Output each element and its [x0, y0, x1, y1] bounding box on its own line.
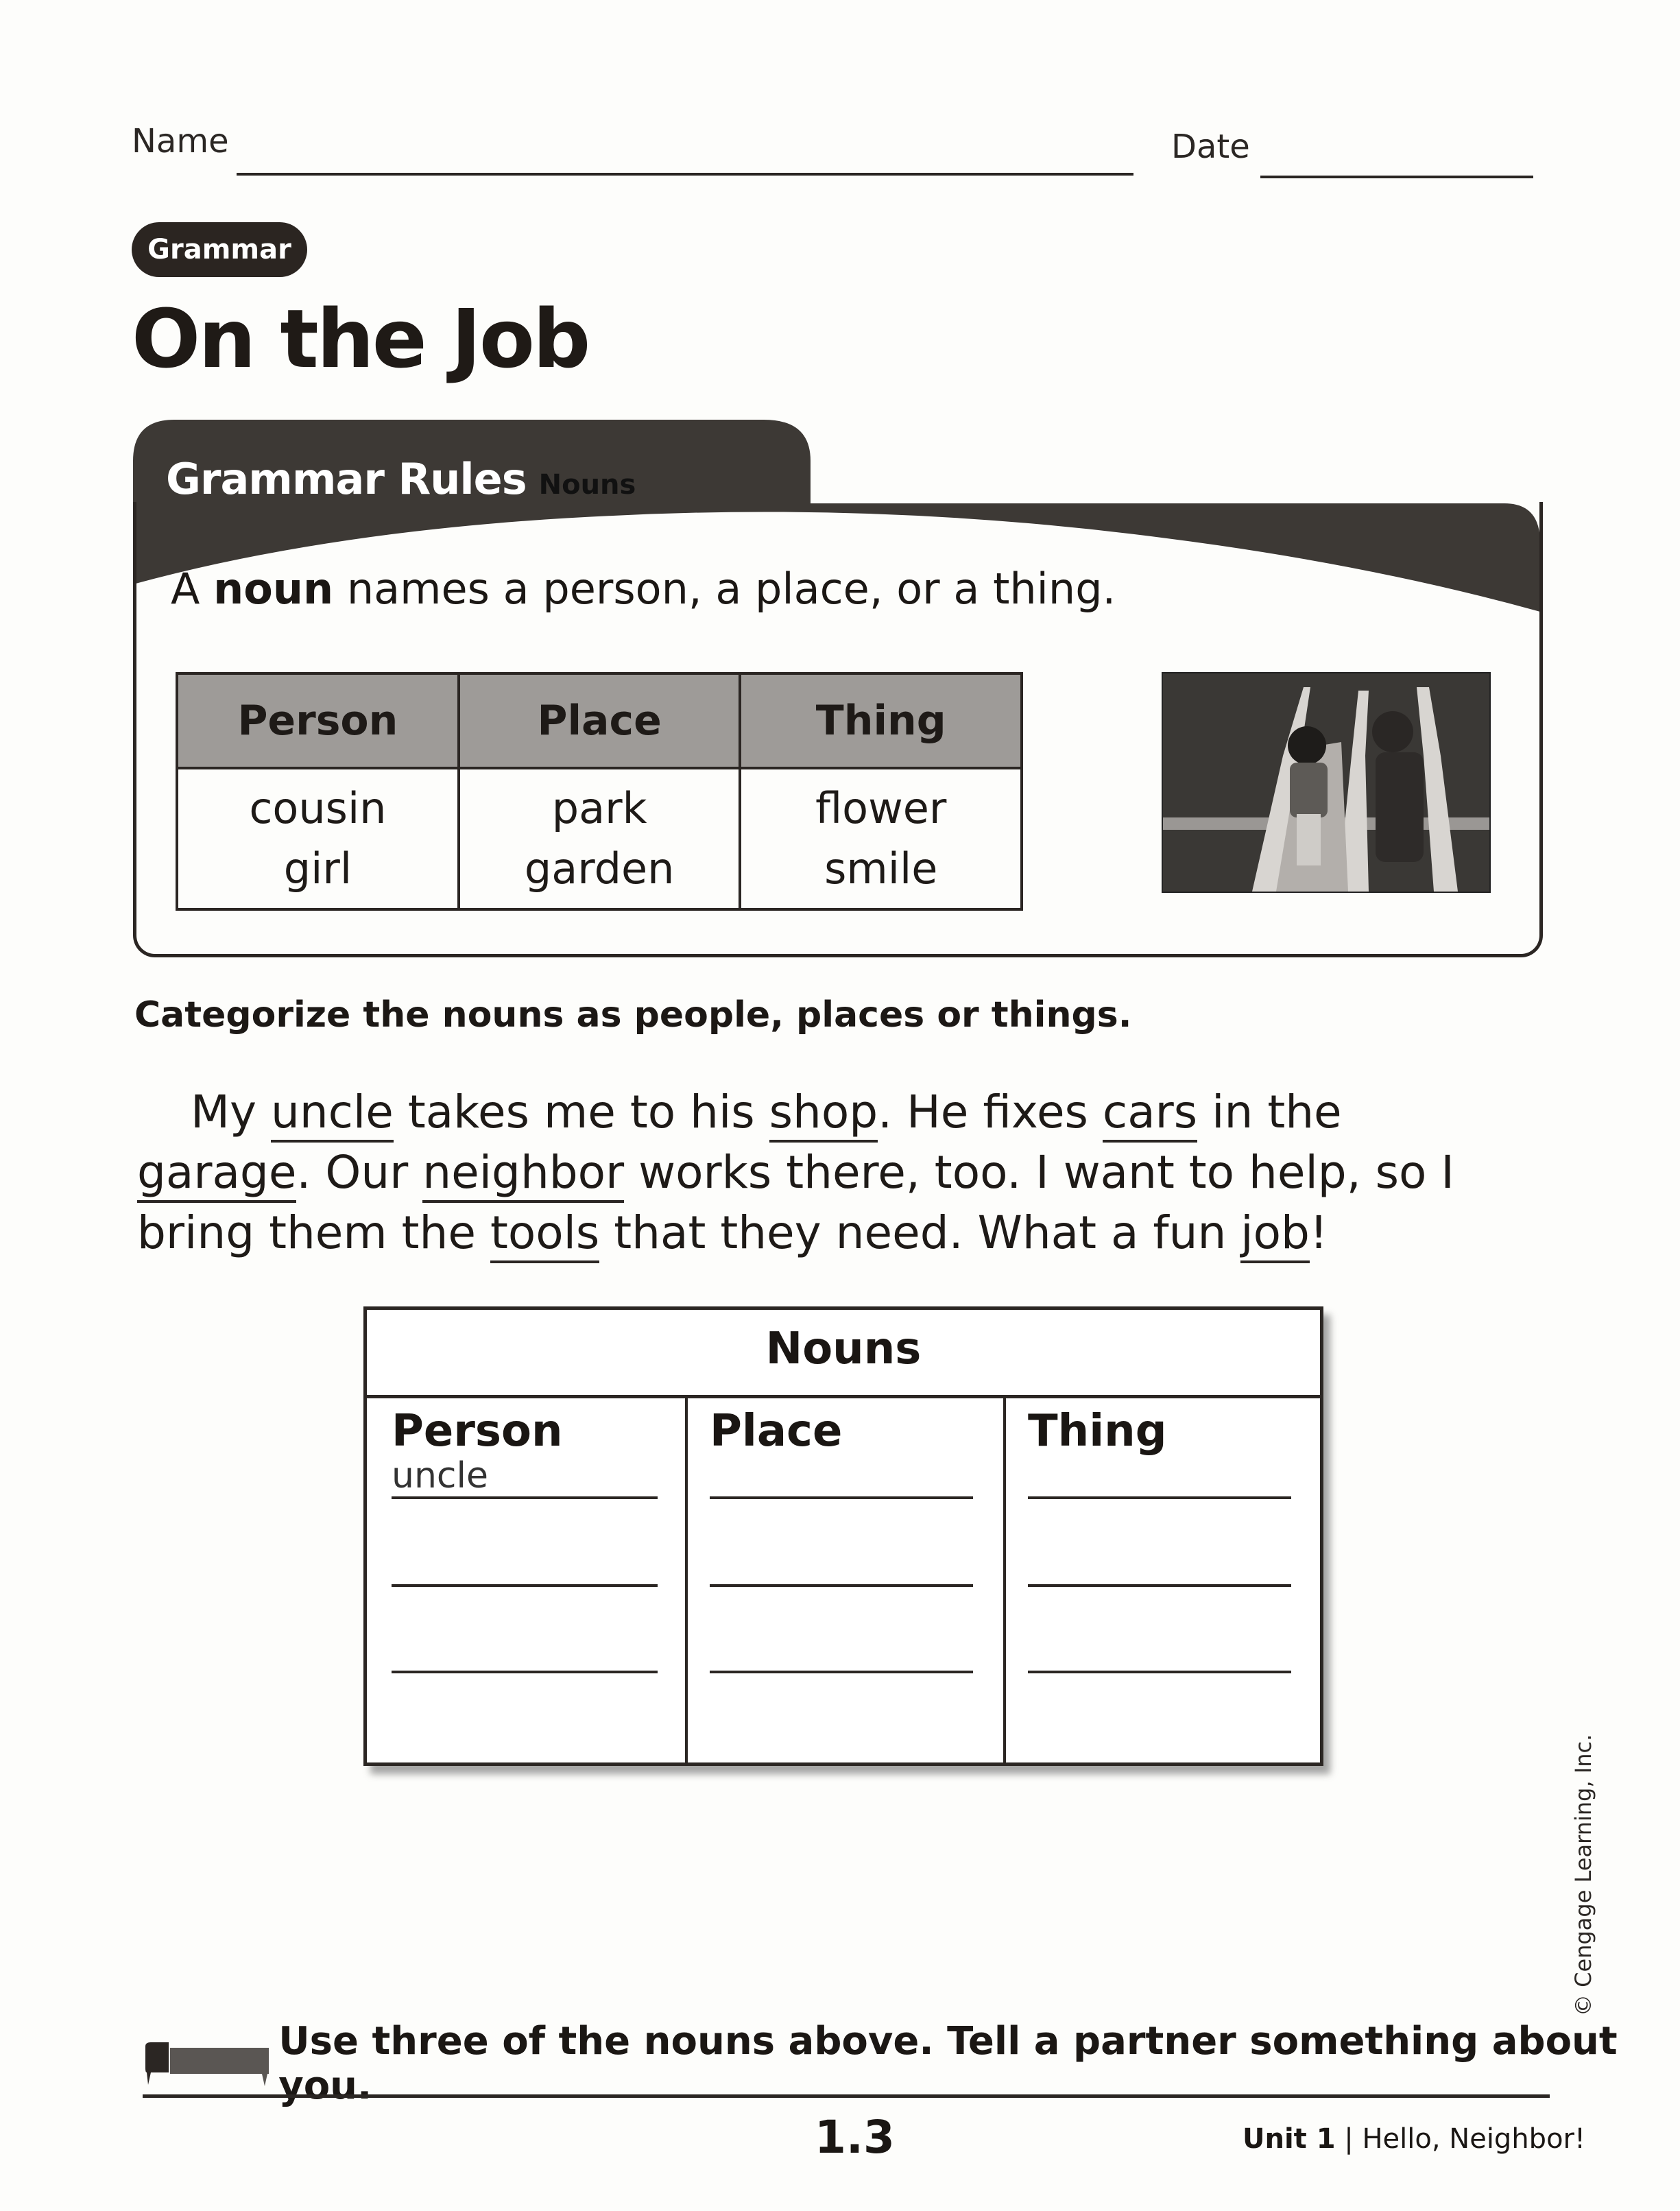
page-title: On the Job: [132, 291, 589, 386]
name-label: Name: [132, 122, 229, 160]
thing-answer-2[interactable]: [1028, 1543, 1291, 1587]
nouns-sorting-chart: [363, 1306, 1323, 1766]
chart-header-person: Person: [392, 1406, 563, 1457]
reading-passage: My uncle takes me to his shop. He fixes cars in the garage. Our neighbor works there, too. I want to help, so I bring them the tools that they need. What a fun job!: [137, 1082, 1522, 1263]
noun-keyword: noun: [213, 564, 334, 614]
speech-bubble-icon: [143, 2040, 269, 2088]
person-answer-1[interactable]: uncle: [392, 1455, 658, 1499]
place-answer-2[interactable]: [710, 1543, 973, 1587]
rules-topic: Nouns: [538, 469, 636, 501]
grammar-badge: Grammar: [132, 222, 307, 277]
grammar-rules-panel: [133, 420, 1543, 957]
col-header-place: Place: [459, 673, 741, 768]
underlined-noun: garage: [137, 1146, 296, 1203]
underlined-noun: job: [1240, 1206, 1310, 1263]
noun-definition: A noun names a person, a place, or a thing.: [171, 564, 1116, 614]
person-answer-3[interactable]: [392, 1629, 658, 1673]
talk-prompt-text: Use three of the nouns above. Tell a partner something about you.: [278, 2019, 1618, 2108]
unit-number: Unit 1: [1243, 2123, 1336, 2155]
copyright-notice: © Cengage Learning, Inc.: [1570, 1734, 1596, 2016]
unit-title: Hello, Neighbor!: [1362, 2123, 1586, 2155]
activity-instruction: Categorize the nouns as people, places or things.: [134, 994, 1132, 1036]
col-header-thing: Thing: [740, 673, 1022, 768]
unit-label: Unit 1 | Hello, Neighbor!: [1243, 2123, 1586, 2155]
nouns-chart-title: Nouns: [765, 1324, 922, 1374]
date-label: Date: [1171, 128, 1250, 166]
underlined-noun: uncle: [271, 1086, 394, 1143]
underlined-noun: neighbor: [422, 1146, 624, 1203]
rules-title: Grammar Rules: [166, 454, 527, 504]
playground-photo: [1162, 672, 1491, 893]
name-field[interactable]: [237, 148, 1133, 176]
underlined-noun: shop: [769, 1086, 878, 1143]
footer-rule: [143, 2094, 1550, 2098]
place-examples: park garden: [459, 768, 741, 909]
person-examples: cousin girl: [177, 768, 459, 909]
underlined-noun: cars: [1103, 1086, 1197, 1143]
date-field[interactable]: [1260, 151, 1533, 178]
person-answer-2[interactable]: [392, 1543, 658, 1587]
place-answer-3[interactable]: [710, 1629, 973, 1673]
noun-examples-table: [176, 672, 1023, 911]
thing-examples: flower smile: [740, 768, 1022, 909]
underlined-noun: tools: [490, 1206, 599, 1263]
page-number: 1.3: [815, 2111, 895, 2164]
place-answer-1[interactable]: [710, 1455, 973, 1499]
slide-image-icon: [1163, 673, 1489, 892]
col-header-person: Person: [177, 673, 459, 768]
thing-answer-3[interactable]: [1028, 1629, 1291, 1673]
chart-header-thing: Thing: [1028, 1406, 1167, 1457]
thing-answer-1[interactable]: [1028, 1455, 1291, 1499]
chart-header-place: Place: [710, 1406, 843, 1457]
